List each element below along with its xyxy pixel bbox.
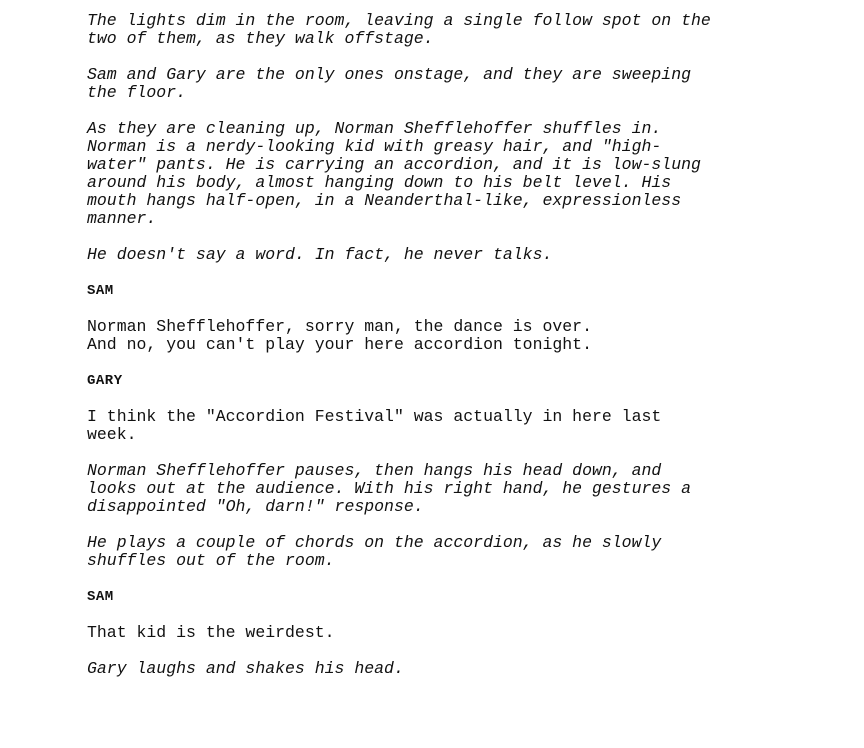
character-name: GARY [87, 373, 123, 389]
dialogue-line: Norman Shefflehoffer, sorry man, the dance is over. And no, you can't play your here accordion tonight. [87, 317, 592, 354]
action-line: Gary laughs and shakes his head. [87, 659, 404, 678]
action-line: As they are cleaning up, Norman Shefflehoffer shuffles in. Norman is a nerdy-looking kid with greasy hair, and "high- water" pants. He is carrying an accordion, and it is low-slung around his body, almost hanging down to his belt level. His mouth hangs half-open, in a Neanderthal-like, expressionless manner. [87, 119, 701, 228]
script-body [87, 12, 827, 696]
character-name: SAM [87, 589, 114, 605]
dialogue-line: That kid is the weirdest. [87, 623, 335, 642]
action-line: He doesn't say a word. In fact, he never talks. [87, 245, 553, 264]
action-line: The lights dim in the room, leaving a single follow spot on the two of them, as they walk offstage. [87, 11, 711, 48]
character-name: SAM [87, 283, 114, 299]
action-line: He plays a couple of chords on the accordion, as he slowly shuffles out of the room. [87, 533, 662, 570]
dialogue-line: I think the "Accordion Festival" was actually in here last week. [87, 407, 662, 444]
action-line: Sam and Gary are the only ones onstage, and they are sweeping the floor. [87, 65, 691, 102]
action-line: Norman Shefflehoffer pauses, then hangs his head down, and looks out at the audience. With his right hand, he gestures a disappointed "Oh, darn!" response. [87, 461, 691, 516]
